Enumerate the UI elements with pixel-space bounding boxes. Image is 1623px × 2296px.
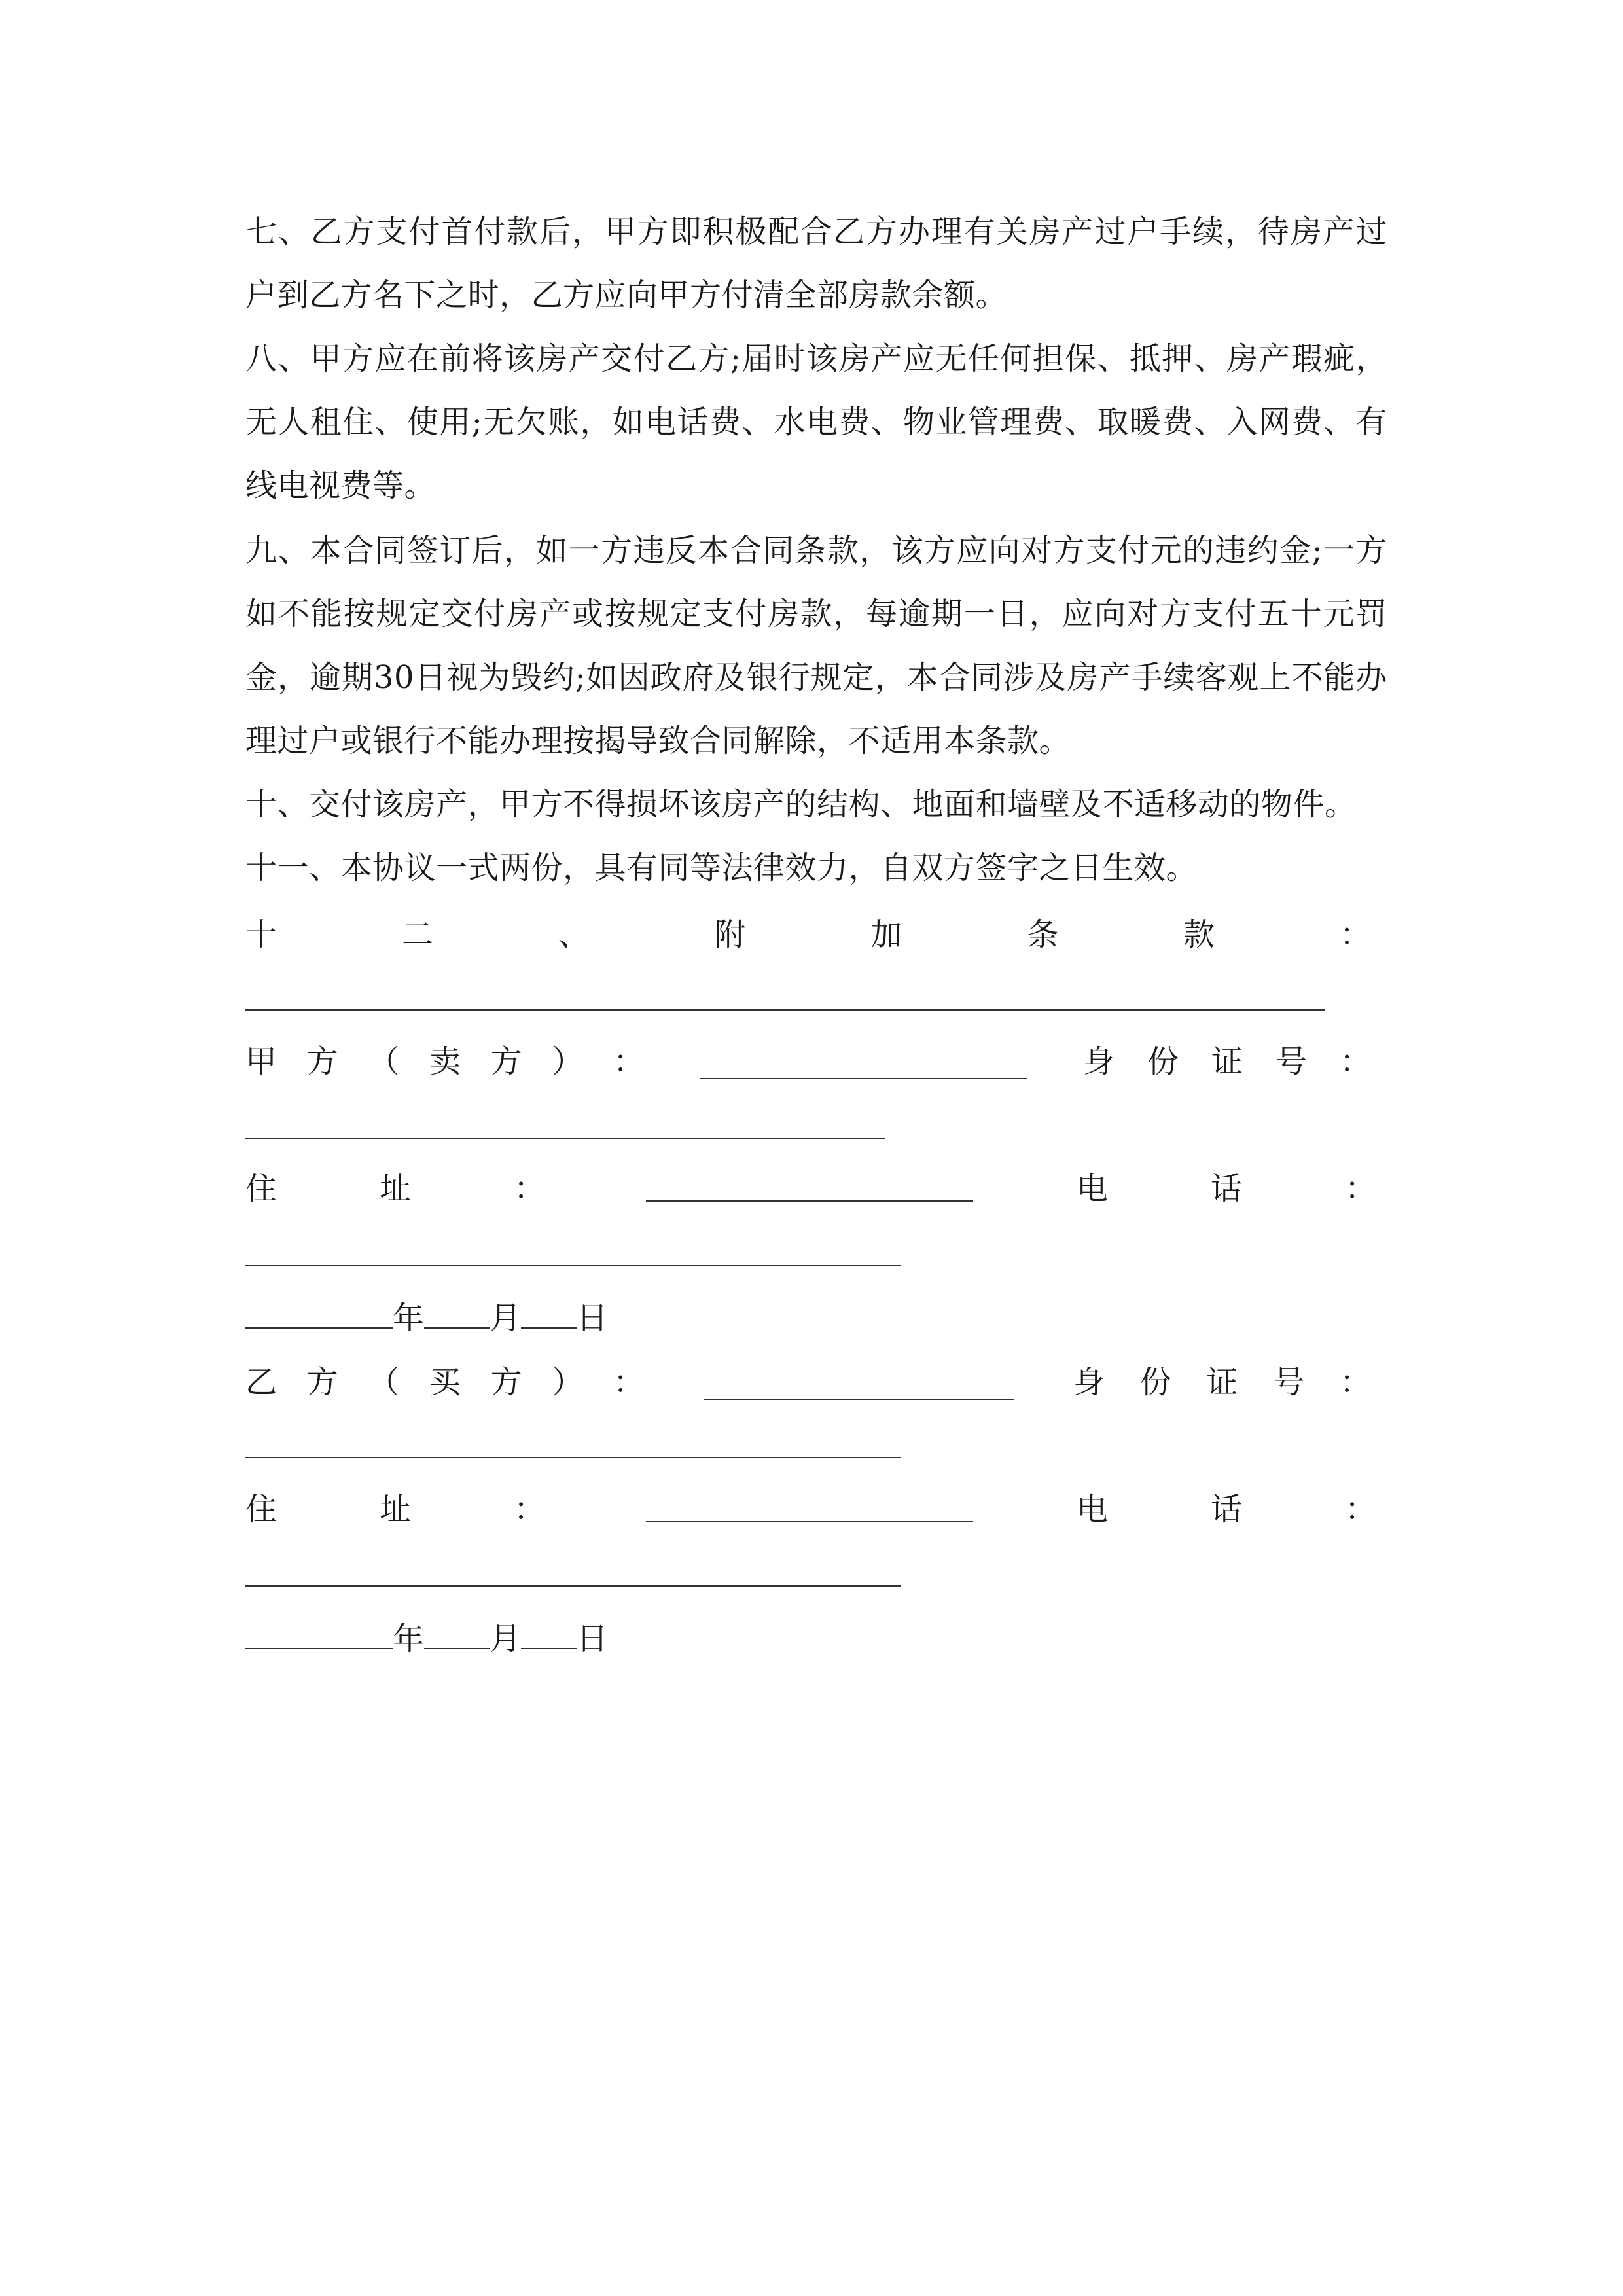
char: 款 (1183, 916, 1215, 953)
party-b-row (245, 1360, 1371, 1405)
additional-terms-heading (245, 912, 1371, 957)
char: 电 (1077, 1170, 1109, 1207)
char: 二 (401, 916, 433, 953)
party-b-year-field[interactable] (245, 1614, 393, 1649)
char: ： (1339, 916, 1371, 953)
char: 身 (1083, 1043, 1115, 1080)
day-label: 日 (577, 1621, 609, 1657)
char: 址 (380, 1170, 412, 1207)
char: 号 (1275, 1043, 1307, 1080)
party-b-day-field[interactable] (521, 1614, 577, 1649)
char: 话 (1211, 1170, 1243, 1207)
char: 住 (245, 1491, 277, 1528)
char: （ (368, 1364, 400, 1401)
party-a-day-field[interactable] (521, 1293, 577, 1329)
party-b-date (245, 1614, 834, 1659)
char: 址 (380, 1491, 412, 1528)
char: 十 (245, 916, 277, 953)
party-b-id-field[interactable] (245, 1457, 901, 1458)
char: 证 (1206, 1364, 1238, 1401)
party-a-id-label (1083, 1039, 1371, 1084)
party-a-date (245, 1293, 834, 1338)
char: 方 (306, 1364, 338, 1401)
party-b-address-field[interactable] (646, 1487, 973, 1522)
char: 电 (1077, 1491, 1109, 1528)
char: 身 (1073, 1364, 1105, 1401)
char: 加 (870, 916, 902, 953)
char: 话 (1211, 1491, 1243, 1528)
char: ） (552, 1043, 584, 1080)
char: ： (514, 1491, 546, 1528)
char: 、 (558, 916, 590, 953)
char: 住 (245, 1170, 277, 1207)
party-a-phone-field[interactable] (245, 1265, 901, 1266)
char: 甲 (245, 1043, 277, 1080)
party-b-phone-field[interactable] (245, 1585, 901, 1587)
month-label: 月 (490, 1300, 522, 1336)
party-b-month-field[interactable] (424, 1614, 490, 1649)
char: 份 (1139, 1364, 1171, 1401)
char: ： (1345, 1491, 1377, 1528)
char: 份 (1147, 1043, 1179, 1080)
clause-11: 十一、本协议一式两份，具有同等法律效力，自双方签字之日生效。 (245, 850, 1198, 886)
clause-10: 十、交付该房产，甲方不得损坏该房产的结构、地面和墙壁及不适移动的物件。 (245, 786, 1357, 823)
party-a-address-field[interactable] (646, 1166, 973, 1202)
party-b-id-label (1073, 1360, 1371, 1405)
party-a-row (245, 1039, 1371, 1084)
year-label: 年 (393, 1300, 425, 1336)
party-a-id-field[interactable] (245, 1138, 885, 1139)
char: ） (552, 1364, 584, 1401)
char: 买 (429, 1364, 461, 1401)
char: 号 (1273, 1364, 1305, 1401)
clause-9: 九、本合同签订后，如一方违反本合同条款，该方应向对方支付元的违约金;一方如不能按规定交付房产或按规定支付房款，每逾期一日，应向对方支付五十元罚金，逾期30日视为毁约;如因政府及银行规定，本合同涉及房产手续客观上不能办理过户或银行不能办理按揭导致合同解除，不适用本条款。 (245, 532, 1387, 759)
clause-8: 八、甲方应在前将该房产交付乙方;届时该房产应无任何担保、抵押、房产瑕疵，无人租住、使用;无欠账，如电话费、水电费、物业管理费、取暖费、入网费、有线电视费等。 (245, 340, 1387, 504)
day-label: 日 (577, 1300, 609, 1336)
party-a-label (245, 1039, 645, 1084)
char: ： (1339, 1043, 1371, 1080)
char: 附 (714, 916, 746, 953)
party-b-label (245, 1360, 645, 1405)
char: 卖 (429, 1043, 461, 1080)
char: 方 (490, 1043, 522, 1080)
char: 条 (1027, 916, 1059, 953)
party-b-address-row (245, 1487, 1377, 1532)
char: ： (613, 1364, 645, 1401)
char: 乙 (245, 1364, 277, 1401)
party-a-year-field[interactable] (245, 1293, 393, 1329)
char: ： (613, 1043, 645, 1080)
char: （ (368, 1043, 400, 1080)
additional-terms-blank-line[interactable] (245, 1009, 1325, 1011)
char: 证 (1211, 1043, 1243, 1080)
char: ： (514, 1170, 546, 1207)
char: ： (1345, 1170, 1377, 1207)
char: 方 (490, 1364, 522, 1401)
party-b-name-field[interactable] (704, 1365, 1014, 1400)
party-a-address-row (245, 1166, 1377, 1211)
year-label: 年 (393, 1621, 425, 1657)
month-label: 月 (490, 1621, 522, 1657)
party-a-name-field[interactable] (700, 1044, 1027, 1079)
char: 方 (306, 1043, 338, 1080)
clause-7: 七、乙方支付首付款后，甲方即积极配合乙方办理有关房产过户手续，待房产过户到乙方名下之时，乙方应向甲方付清全部房款余额。 (245, 213, 1387, 314)
party-a-month-field[interactable] (424, 1293, 490, 1329)
char: ： (1339, 1364, 1371, 1401)
